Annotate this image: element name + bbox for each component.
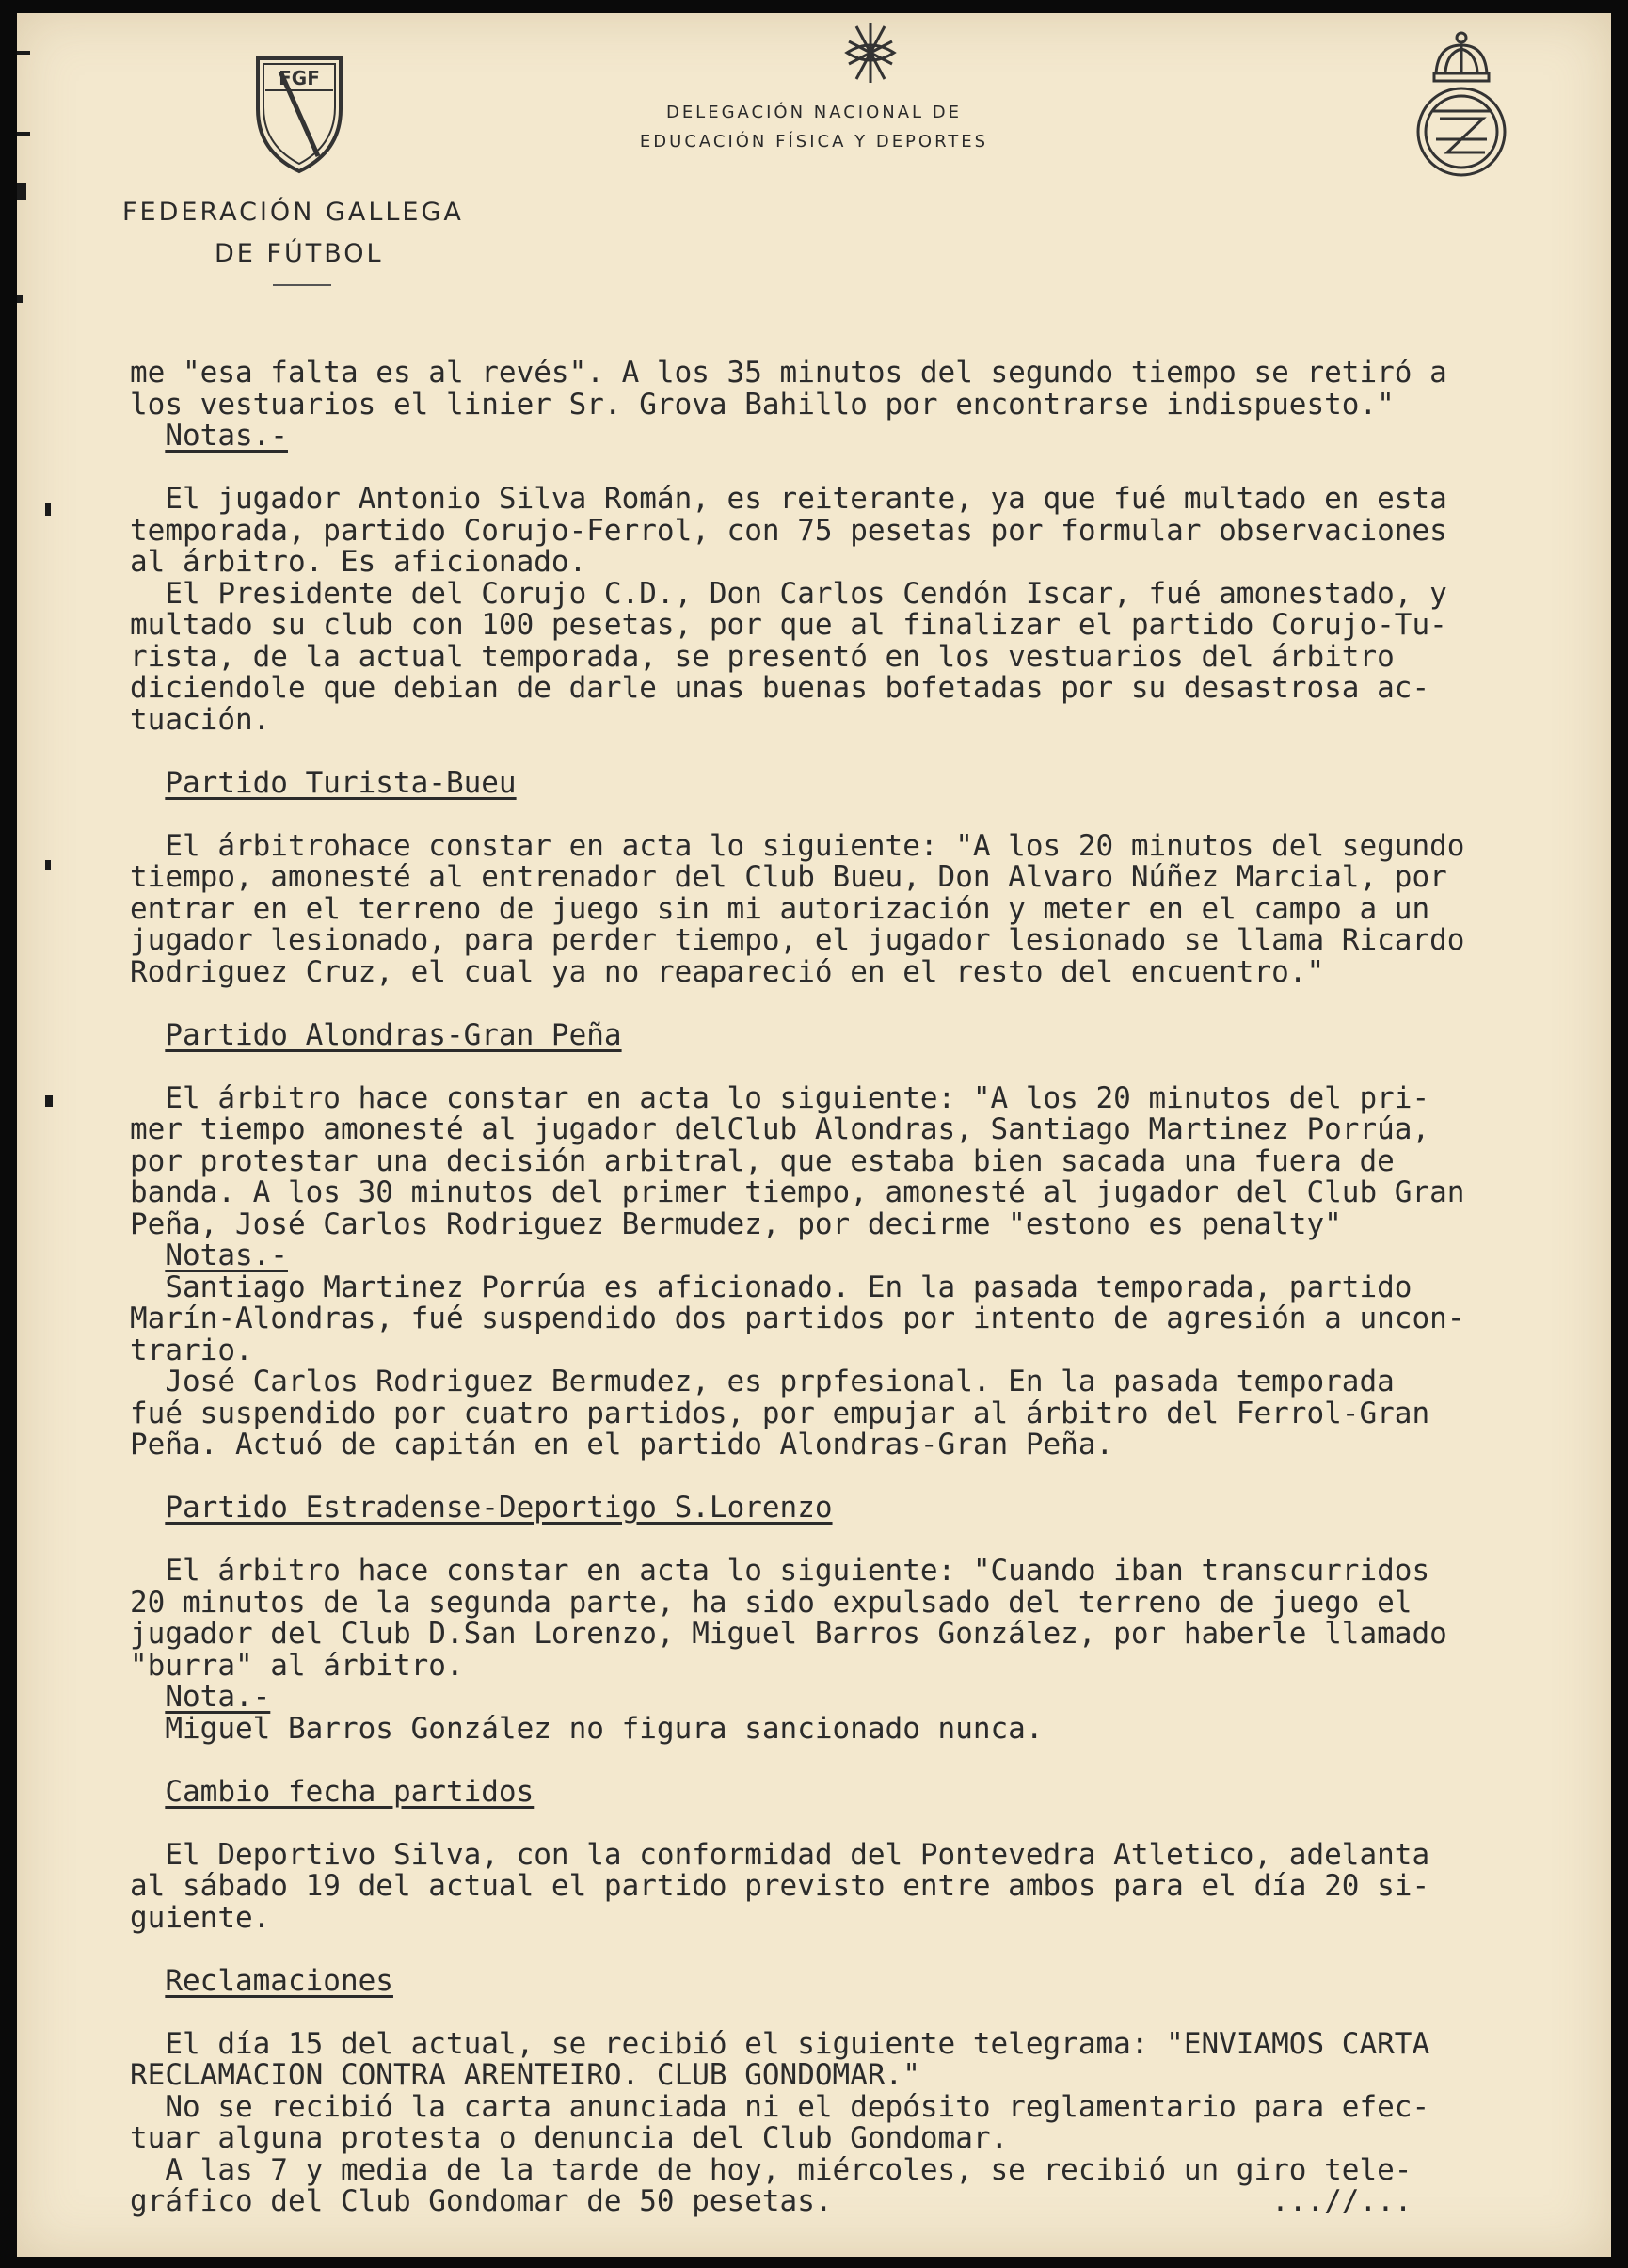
edge-mark [17, 51, 30, 55]
text-line: RECLAMACION CONTRA ARENTEIRO. CLUB GONDOMAR." [130, 2058, 920, 2092]
text-line: temporada, partido Corujo-Ferrol, con 75 pesetas por formular observaciones [130, 513, 1447, 548]
blank-line [130, 1934, 1598, 1966]
text-line: diciendole que debian de darle unas buenas bofetadas por su desastrosa ac- [130, 671, 1430, 705]
section-heading: Notas.- [165, 419, 288, 453]
edge-mark [45, 860, 51, 870]
edge-mark [45, 503, 51, 516]
text-line: rista, de la actual temporada, se presentó en los vestuarios del árbitro [130, 639, 1395, 674]
section-heading: Partido Estradense-Deportigo S.Lorenzo [165, 1491, 833, 1525]
blank-line [130, 799, 1598, 831]
section-heading: Nota.- [165, 1680, 271, 1714]
text-line: A las 7 y media de la tarde de hoy, miércoles, se recibió un giro tele- [130, 2152, 1413, 2187]
text-line: los vestuarios el linier Sr. Grova Bahillo por encontrarse indispuesto." [130, 387, 1395, 422]
text-line: 20 minutos de la segunda parte, ha sido expulsado del terreno de juego el [130, 1585, 1413, 1620]
text-line: tuación. [130, 702, 271, 737]
text-line: jugador del Club D.San Lorenzo, Miguel Barros González, por haberle llamado [130, 1617, 1447, 1651]
section-heading: Cambio fecha partidos [165, 1774, 535, 1809]
blank-line [130, 988, 1598, 1020]
text-line: tiempo, amonesté al entrenador del Club Bueu, Don Alvaro Núñez Marcial, por [130, 860, 1447, 894]
text-line: Marín-Alondras, fué suspendido dos partidos por intento de agresión a uncon- [130, 1302, 1465, 1335]
svg-text:FGF: FGF [279, 67, 320, 89]
text-line: Santiago Martinez Porrúa es aficionado. En la pasada temporada, partido [130, 1270, 1413, 1304]
edge-mark [17, 183, 26, 200]
blank-line [130, 1051, 1598, 1083]
text-line: me "esa falta es al revés". A los 35 minutos del segundo tiempo se retiró a [130, 356, 1447, 390]
document-page [17, 13, 1611, 2257]
text-line: trario. [130, 1333, 253, 1367]
text-line: Rodriguez Cruz, el cual ya no reapareció en el resto del encuentro." [130, 954, 1325, 989]
section-heading: Partido Turista-Bueu [165, 765, 517, 800]
yoke-arrows-emblem-icon [838, 13, 903, 88]
text-line: El árbitrohace constar en acta lo siguiente: "A los 20 minutos del segundo [130, 828, 1465, 863]
section-heading: Partido Alondras-Gran Peña [165, 1017, 622, 1052]
blank-line [130, 1461, 1598, 1493]
edge-mark [17, 132, 30, 136]
text-line: al sábado 19 del actual el partido previsto entre ambos para el día 20 si- [130, 1869, 1430, 1903]
text-line: entrar en el terreno de juego sin mi autorización y meter en el campo a un [130, 891, 1430, 926]
text-line: Peña. Actuó de capitán en el partido Alondras-Gran Peña. [130, 1428, 1114, 1461]
text-line: El día 15 del actual, se recibió el siguiente telegrama: "ENVIAMOS CARTA [130, 2026, 1430, 2061]
text-line: Peña, José Carlos Rodriguez Bermudez, por decirme "estono es penalty" [130, 1206, 1342, 1241]
blank-line [130, 1808, 1598, 1840]
text-line: banda. A los 30 minutos del primer tiempo, amonesté al jugador del Club Gran [130, 1175, 1465, 1209]
text-line: El jugador Antonio Silva Román, es reiterante, ya que fué multado en esta [130, 482, 1447, 516]
text-line: El Presidente del Corujo C.D., Don Carlos Cendón Iscar, fué amonestado, y [130, 576, 1447, 611]
delegation-name-line1: DELEGACIÓN NACIONAL DE [665, 103, 963, 122]
blank-line [130, 1997, 1598, 2029]
text-line: No se recibió la carta anunciada ni el depósito reglamentario para efec- [130, 2089, 1430, 2124]
text-line: por protestar una decisión arbitral, que estaba bien sacada una fuera de [130, 1143, 1395, 1178]
text-line: El árbitro hace constar en acta lo siguiente: "Cuando iban transcurridos [130, 1554, 1430, 1588]
blank-line [130, 736, 1598, 768]
text-line: El árbitro hace constar en acta lo siguiente: "A los 20 minutos del pri- [130, 1080, 1430, 1115]
text-line: Miguel Barros González no figura sancionado nunca. [130, 1711, 1044, 1746]
text-line: jugador lesionado, para perder tiempo, el jugador lesionado se llama Ricardo [130, 923, 1465, 957]
header-divider [273, 284, 331, 286]
section-heading: Reclamaciones [165, 1963, 393, 1998]
federation-name-line2: DE FÚTBOL [215, 239, 384, 268]
section-heading: Notas.- [165, 1238, 288, 1272]
blank-line [130, 453, 1598, 485]
text-line: José Carlos Rodriguez Bermudez, es prpfesional. En la pasada temporada [130, 1365, 1395, 1398]
document-body [130, 358, 1598, 2218]
delegation-name-line2: EDUCACIÓN FÍSICA Y DEPORTES [639, 132, 989, 152]
text-line: tuar alguna protesta o denuncia del Club Gondomar. [130, 2121, 1009, 2155]
text-line: multado su club con 100 pesetas, por que al finalizar el partido Corujo-Tu- [130, 608, 1447, 642]
edge-mark [17, 295, 23, 303]
crown-roundel-emblem-icon [1410, 26, 1513, 177]
text-line: "burra" al árbitro. [130, 1648, 464, 1683]
text-line: al árbitro. Es aficionado. [130, 545, 587, 579]
text-line: guiente. [130, 1900, 271, 1935]
edge-mark [45, 1095, 53, 1107]
blank-line [130, 1525, 1598, 1557]
text-line: mer tiempo amonesté al jugador delClub Alondras, Santiago Martinez Porrúa, [130, 1112, 1430, 1146]
text-line: gráfico del Club Gondomar de 50 pesetas. ...//... [130, 2184, 1413, 2218]
text-line: El Deportivo Silva, con la conformidad del Pontevedra Atletico, adelanta [130, 1837, 1430, 1872]
federation-name-line1: FEDERACIÓN GALLEGA [122, 198, 464, 227]
text-line: fué suspendido por cuatro partidos, por empujar al árbitro del Ferrol-Gran [130, 1396, 1430, 1430]
blank-line [130, 1745, 1598, 1777]
